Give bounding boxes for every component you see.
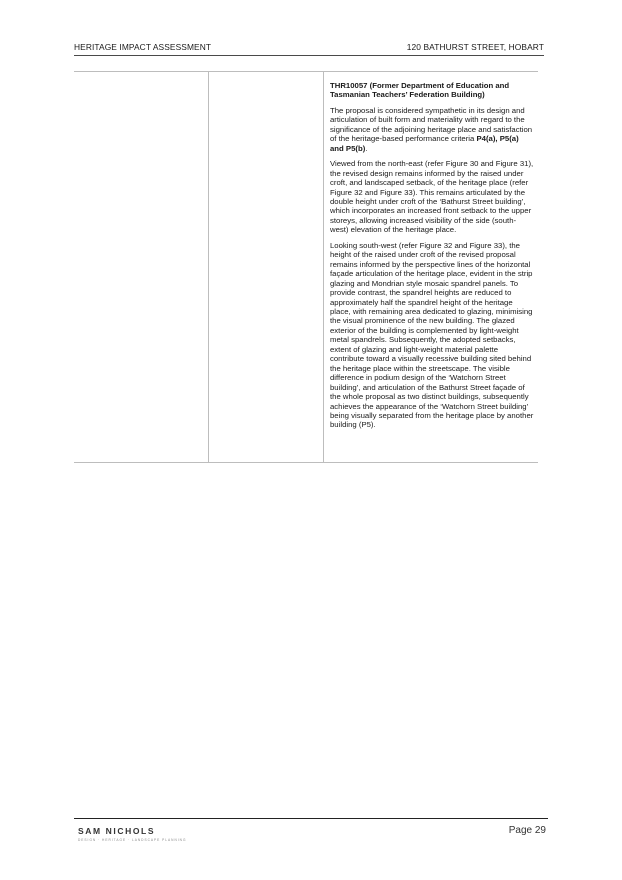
paragraph-2: Viewed from the north-east (refer Figure 30 and Figure 31), the revised design remains informed by the raised under croft, and landscaped setback, of the heritage place (refer Figure 32 and Figure 33). This remains articulated by the double height under croft of the ‘Bathurst Street building’, which incorporates an increased front setback to the upper storeys, allowing increased visibility of the side (south-west) elevation of the heritage place. bbox=[330, 159, 534, 235]
page-header bbox=[74, 42, 544, 56]
performance-criteria: P4(a), P5(a) and P5(b) bbox=[330, 134, 519, 153]
paragraph-3: Looking south-west (refer Figure 32 and Figure 33), the height of the raised under croft of the revised proposal remains informed by the perspective lines of the horizontal façade articulation of the heritage place, evident in the strip glazing and Mondrian style mosaic spandrel panels. To provide contrast, the spandrel heights are reduced to approximately half the spandrel height of the heritage place, with remaining area dedicated to glazing, minimising the visual prominence of the new building. The glazed exterior of the building is complemented by light-weight metal spandrels. Subsequently, the adopted setbacks, extent of glazing and light-weight material palette contribute toward a visually recessive building sited behind the heritage place within the streetscape. The visible difference in podium design of the ‘Watchorn Street building’, and articulation of the Bathurst Street façade of the whole proposal as two distinct buildings, subsequently achieves the appearance of the ‘Watchorn Street building’ being visually separated from the heritage place by another building (P5). bbox=[330, 240, 534, 430]
footer-divider bbox=[74, 818, 548, 819]
assessment-table bbox=[74, 71, 538, 463]
logo-name: SAM NICHOLS bbox=[78, 826, 156, 836]
paragraph-1 bbox=[330, 106, 534, 153]
column-divider bbox=[208, 72, 209, 462]
paragraph-1-text: The proposal is considered sympathetic in its design and articulation of built form and materiality with regard to the significance of the adjoining heritage place and satisfaction of the heritage-based performance criteria bbox=[330, 105, 533, 144]
header-address: 120 BATHURST STREET, HOBART bbox=[406, 42, 544, 52]
company-logo bbox=[78, 826, 186, 842]
column-divider bbox=[323, 72, 324, 462]
assessment-cell bbox=[330, 81, 534, 436]
header-document-title: HERITAGE IMPACT ASSESSMENT bbox=[74, 42, 212, 52]
page-number: Page 29 bbox=[508, 825, 546, 836]
logo-tagline: DESIGN · HERITAGE · LANDSCAPE PLANNING bbox=[78, 838, 187, 842]
paragraph-1-end: . bbox=[365, 143, 368, 153]
cell-heading: THR10057 (Former Department of Education and Tasmanian Teachers’ Federation Building) bbox=[330, 81, 510, 100]
header-divider bbox=[74, 55, 544, 56]
